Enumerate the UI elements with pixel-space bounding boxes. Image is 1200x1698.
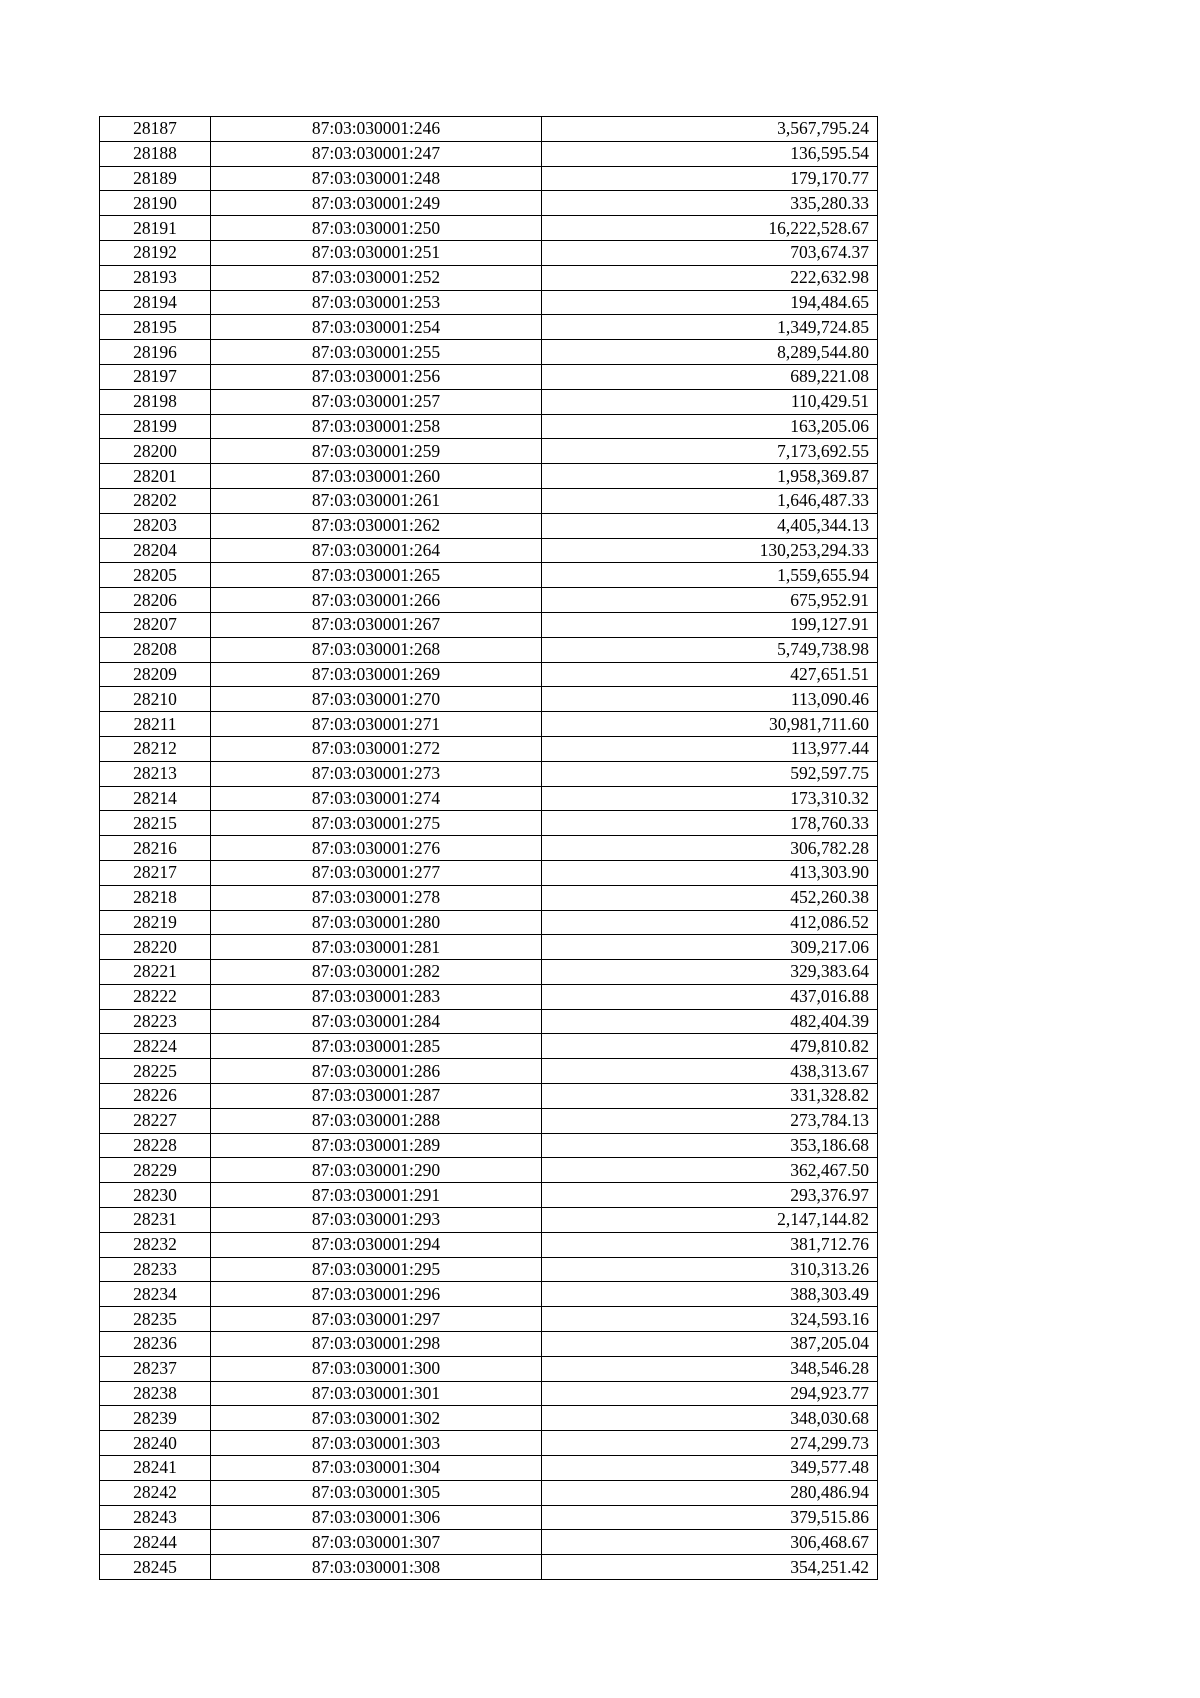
table-row [100, 588, 878, 613]
table-row [100, 687, 878, 712]
cadastral-number-cell: 87:03:030001:254 [211, 315, 542, 340]
table-row [100, 1183, 878, 1208]
row-number-cell: 28222 [100, 984, 211, 1009]
cadastral-value-cell: 8,289,544.80 [542, 340, 878, 365]
table-row [100, 736, 878, 761]
cadastral-value-cell: 306,468.67 [542, 1530, 878, 1555]
table-row [100, 1084, 878, 1109]
cadastral-value-cell: 348,030.68 [542, 1406, 878, 1431]
cadastral-value-cell: 1,349,724.85 [542, 315, 878, 340]
row-number-cell: 28240 [100, 1431, 211, 1456]
cadastral-value-cell: 362,467.50 [542, 1158, 878, 1183]
table-row [100, 1381, 878, 1406]
cadastral-number-cell: 87:03:030001:288 [211, 1108, 542, 1133]
table-row [100, 414, 878, 439]
row-number-cell: 28226 [100, 1084, 211, 1109]
row-number-cell: 28213 [100, 761, 211, 786]
row-number-cell: 28244 [100, 1530, 211, 1555]
row-number-cell: 28233 [100, 1257, 211, 1282]
table-row [100, 290, 878, 315]
cadastral-value-cell: 381,712.76 [542, 1232, 878, 1257]
cadastral-value-cell: 324,593.16 [542, 1307, 878, 1332]
table-row [100, 389, 878, 414]
cadastral-value-cell: 329,383.64 [542, 960, 878, 985]
cadastral-value-cell: 413,303.90 [542, 860, 878, 885]
row-number-cell: 28231 [100, 1208, 211, 1233]
row-number-cell: 28189 [100, 166, 211, 191]
row-number-cell: 28202 [100, 488, 211, 513]
table-row [100, 265, 878, 290]
row-number-cell: 28199 [100, 414, 211, 439]
row-number-cell: 28204 [100, 538, 211, 563]
cadastral-number-cell: 87:03:030001:262 [211, 513, 542, 538]
cadastral-number-cell: 87:03:030001:285 [211, 1034, 542, 1059]
table-row [100, 662, 878, 687]
row-number-cell: 28232 [100, 1232, 211, 1257]
cadastral-number-cell: 87:03:030001:295 [211, 1257, 542, 1282]
table-row [100, 191, 878, 216]
table-row [100, 1456, 878, 1481]
cadastral-value-cell: 199,127.91 [542, 612, 878, 637]
row-number-cell: 28210 [100, 687, 211, 712]
cadastral-value-cell: 479,810.82 [542, 1034, 878, 1059]
cadastral-value-cell: 703,674.37 [542, 240, 878, 265]
row-number-cell: 28194 [100, 290, 211, 315]
cadastral-value-cell: 379,515.86 [542, 1505, 878, 1530]
cadastral-number-cell: 87:03:030001:290 [211, 1158, 542, 1183]
row-number-cell: 28208 [100, 637, 211, 662]
table-row [100, 935, 878, 960]
cadastral-number-cell: 87:03:030001:266 [211, 588, 542, 613]
row-number-cell: 28197 [100, 364, 211, 389]
row-number-cell: 28203 [100, 513, 211, 538]
row-number-cell: 28219 [100, 910, 211, 935]
cadastral-value-cell: 353,186.68 [542, 1133, 878, 1158]
cadastral-value-cell: 310,313.26 [542, 1257, 878, 1282]
row-number-cell: 28241 [100, 1456, 211, 1481]
cadastral-number-cell: 87:03:030001:258 [211, 414, 542, 439]
row-number-cell: 28211 [100, 712, 211, 737]
table-row [100, 364, 878, 389]
cadastral-value-cell: 438,313.67 [542, 1059, 878, 1084]
table-row [100, 1505, 878, 1530]
table-row [100, 1480, 878, 1505]
table-row [100, 1530, 878, 1555]
cadastral-number-cell: 87:03:030001:269 [211, 662, 542, 687]
table-row [100, 240, 878, 265]
cadastral-number-cell: 87:03:030001:286 [211, 1059, 542, 1084]
cadastral-number-cell: 87:03:030001:282 [211, 960, 542, 985]
cadastral-value-cell: 7,173,692.55 [542, 439, 878, 464]
row-number-cell: 28236 [100, 1332, 211, 1357]
row-number-cell: 28239 [100, 1406, 211, 1431]
row-number-cell: 28242 [100, 1480, 211, 1505]
cadastral-number-cell: 87:03:030001:283 [211, 984, 542, 1009]
cadastral-value-cell: 388,303.49 [542, 1282, 878, 1307]
cadastral-number-cell: 87:03:030001:265 [211, 563, 542, 588]
cadastral-number-cell: 87:03:030001:277 [211, 860, 542, 885]
row-number-cell: 28207 [100, 612, 211, 637]
table-row [100, 1009, 878, 1034]
row-number-cell: 28235 [100, 1307, 211, 1332]
table-row [100, 216, 878, 241]
cadastral-value-cell: 280,486.94 [542, 1480, 878, 1505]
table-row [100, 1208, 878, 1233]
cadastral-value-cell: 4,405,344.13 [542, 513, 878, 538]
cadastral-number-cell: 87:03:030001:272 [211, 736, 542, 761]
cadastral-value-cell: 2,147,144.82 [542, 1208, 878, 1233]
cadastral-number-cell: 87:03:030001:261 [211, 488, 542, 513]
cadastral-number-cell: 87:03:030001:250 [211, 216, 542, 241]
cadastral-value-cell: 178,760.33 [542, 811, 878, 836]
cadastral-number-cell: 87:03:030001:297 [211, 1307, 542, 1332]
row-number-cell: 28201 [100, 464, 211, 489]
cadastral-value-cell: 387,205.04 [542, 1332, 878, 1357]
cadastral-number-cell: 87:03:030001:256 [211, 364, 542, 389]
cadastral-number-cell: 87:03:030001:268 [211, 637, 542, 662]
row-number-cell: 28212 [100, 736, 211, 761]
row-number-cell: 28229 [100, 1158, 211, 1183]
cadastral-value-cell: 1,958,369.87 [542, 464, 878, 489]
cadastral-value-cell: 412,086.52 [542, 910, 878, 935]
cadastral-number-cell: 87:03:030001:270 [211, 687, 542, 712]
table-row [100, 538, 878, 563]
row-number-cell: 28214 [100, 786, 211, 811]
cadastral-number-cell: 87:03:030001:264 [211, 538, 542, 563]
cadastral-number-cell: 87:03:030001:301 [211, 1381, 542, 1406]
cadastral-value-cell: 194,484.65 [542, 290, 878, 315]
cadastral-value-cell: 274,299.73 [542, 1431, 878, 1456]
cadastral-number-cell: 87:03:030001:287 [211, 1084, 542, 1109]
cadastral-number-cell: 87:03:030001:291 [211, 1183, 542, 1208]
cadastral-number-cell: 87:03:030001:308 [211, 1555, 542, 1580]
table-row [100, 786, 878, 811]
cadastral-number-cell: 87:03:030001:296 [211, 1282, 542, 1307]
table-row [100, 1431, 878, 1456]
cadastral-number-cell: 87:03:030001:247 [211, 141, 542, 166]
cadastral-number-cell: 87:03:030001:255 [211, 340, 542, 365]
cadastral-number-cell: 87:03:030001:260 [211, 464, 542, 489]
table-row [100, 910, 878, 935]
table-row [100, 1257, 878, 1282]
row-number-cell: 28206 [100, 588, 211, 613]
table-row [100, 117, 878, 142]
table-row [100, 1356, 878, 1381]
row-number-cell: 28230 [100, 1183, 211, 1208]
table-row [100, 836, 878, 861]
cadastral-value-cell: 437,016.88 [542, 984, 878, 1009]
row-number-cell: 28215 [100, 811, 211, 836]
cadastral-number-cell: 87:03:030001:306 [211, 1505, 542, 1530]
cadastral-number-cell: 87:03:030001:304 [211, 1456, 542, 1481]
cadastral-value-cell: 293,376.97 [542, 1183, 878, 1208]
row-number-cell: 28198 [100, 389, 211, 414]
cadastral-number-cell: 87:03:030001:273 [211, 761, 542, 786]
cadastral-number-cell: 87:03:030001:281 [211, 935, 542, 960]
table-row [100, 488, 878, 513]
row-number-cell: 28234 [100, 1282, 211, 1307]
row-number-cell: 28228 [100, 1133, 211, 1158]
row-number-cell: 28237 [100, 1356, 211, 1381]
row-number-cell: 28217 [100, 860, 211, 885]
cadastral-value-cell: 5,749,738.98 [542, 637, 878, 662]
table-row [100, 1034, 878, 1059]
row-number-cell: 28238 [100, 1381, 211, 1406]
row-number-cell: 28191 [100, 216, 211, 241]
cadastral-number-cell: 87:03:030001:249 [211, 191, 542, 216]
cadastral-value-cell: 173,310.32 [542, 786, 878, 811]
cadastral-value-cell: 309,217.06 [542, 935, 878, 960]
cadastral-number-cell: 87:03:030001:274 [211, 786, 542, 811]
table-row [100, 1282, 878, 1307]
row-number-cell: 28218 [100, 885, 211, 910]
cadastral-number-cell: 87:03:030001:278 [211, 885, 542, 910]
row-number-cell: 28220 [100, 935, 211, 960]
cadastral-value-cell: 294,923.77 [542, 1381, 878, 1406]
cadastral-value-cell: 30,981,711.60 [542, 712, 878, 737]
row-number-cell: 28221 [100, 960, 211, 985]
table-row [100, 984, 878, 1009]
cadastral-value-cell: 675,952.91 [542, 588, 878, 613]
cadastral-value-cell: 335,280.33 [542, 191, 878, 216]
cadastral-value-cell: 1,646,487.33 [542, 488, 878, 513]
table-row [100, 811, 878, 836]
cadastral-number-cell: 87:03:030001:302 [211, 1406, 542, 1431]
row-number-cell: 28243 [100, 1505, 211, 1530]
cadastral-value-cell: 354,251.42 [542, 1555, 878, 1580]
table-row [100, 1059, 878, 1084]
cadastral-value-cell: 1,559,655.94 [542, 563, 878, 588]
cadastral-value-cell: 110,429.51 [542, 389, 878, 414]
cadastral-value-cell: 16,222,528.67 [542, 216, 878, 241]
cadastral-number-cell: 87:03:030001:275 [211, 811, 542, 836]
table-row [100, 1406, 878, 1431]
cadastral-value-cell: 113,090.46 [542, 687, 878, 712]
cadastral-number-cell: 87:03:030001:289 [211, 1133, 542, 1158]
table-row [100, 885, 878, 910]
table-row [100, 513, 878, 538]
cadastral-value-cell: 179,170.77 [542, 166, 878, 191]
row-number-cell: 28196 [100, 340, 211, 365]
cadastral-number-cell: 87:03:030001:267 [211, 612, 542, 637]
table-row [100, 340, 878, 365]
cadastral-number-cell: 87:03:030001:303 [211, 1431, 542, 1456]
cadastral-value-cell: 482,404.39 [542, 1009, 878, 1034]
cadastral-value-cell: 427,651.51 [542, 662, 878, 687]
row-number-cell: 28209 [100, 662, 211, 687]
row-number-cell: 28195 [100, 315, 211, 340]
table-row [100, 1158, 878, 1183]
table-row [100, 860, 878, 885]
row-number-cell: 28187 [100, 117, 211, 142]
table-row [100, 712, 878, 737]
table-body [100, 117, 878, 1580]
cadastral-number-cell: 87:03:030001:248 [211, 166, 542, 191]
table-row [100, 637, 878, 662]
cadastral-value-cell: 592,597.75 [542, 761, 878, 786]
cadastral-number-cell: 87:03:030001:294 [211, 1232, 542, 1257]
cadastral-number-cell: 87:03:030001:305 [211, 1480, 542, 1505]
cadastral-value-cell: 130,253,294.33 [542, 538, 878, 563]
cadastral-value-cell: 273,784.13 [542, 1108, 878, 1133]
cadastral-number-cell: 87:03:030001:284 [211, 1009, 542, 1034]
row-number-cell: 28192 [100, 240, 211, 265]
table-row [100, 612, 878, 637]
cadastral-value-cell: 331,328.82 [542, 1084, 878, 1109]
cadastral-value-cell: 348,546.28 [542, 1356, 878, 1381]
cadastral-number-cell: 87:03:030001:300 [211, 1356, 542, 1381]
cadastral-value-cell: 3,567,795.24 [542, 117, 878, 142]
table-row [100, 1332, 878, 1357]
table-row [100, 166, 878, 191]
cadastral-value-cell: 306,782.28 [542, 836, 878, 861]
cadastral-number-cell: 87:03:030001:298 [211, 1332, 542, 1357]
row-number-cell: 28224 [100, 1034, 211, 1059]
table-row [100, 1133, 878, 1158]
cadastral-number-cell: 87:03:030001:253 [211, 290, 542, 315]
table-row [100, 1108, 878, 1133]
cadastral-number-cell: 87:03:030001:307 [211, 1530, 542, 1555]
row-number-cell: 28205 [100, 563, 211, 588]
cadastral-number-cell: 87:03:030001:251 [211, 240, 542, 265]
cadastral-number-cell: 87:03:030001:271 [211, 712, 542, 737]
table-row [100, 1232, 878, 1257]
cadastral-number-cell: 87:03:030001:276 [211, 836, 542, 861]
cadastral-value-cell: 689,221.08 [542, 364, 878, 389]
table-row [100, 960, 878, 985]
row-number-cell: 28227 [100, 1108, 211, 1133]
cadastral-number-cell: 87:03:030001:257 [211, 389, 542, 414]
table-row [100, 1555, 878, 1580]
row-number-cell: 28188 [100, 141, 211, 166]
row-number-cell: 28190 [100, 191, 211, 216]
cadastral-number-cell: 87:03:030001:252 [211, 265, 542, 290]
table-row [100, 315, 878, 340]
cadastral-value-cell: 136,595.54 [542, 141, 878, 166]
cadastral-value-cell: 113,977.44 [542, 736, 878, 761]
row-number-cell: 28216 [100, 836, 211, 861]
cadastral-value-cell: 452,260.38 [542, 885, 878, 910]
table-row [100, 464, 878, 489]
cadastral-value-cell: 163,205.06 [542, 414, 878, 439]
table-row [100, 761, 878, 786]
cadastral-number-cell: 87:03:030001:293 [211, 1208, 542, 1233]
cadastral-number-cell: 87:03:030001:259 [211, 439, 542, 464]
cadastral-value-cell: 222,632.98 [542, 265, 878, 290]
cadastral-value-cell: 349,577.48 [542, 1456, 878, 1481]
cadastral-value-table [99, 116, 878, 1580]
cadastral-number-cell: 87:03:030001:280 [211, 910, 542, 935]
row-number-cell: 28245 [100, 1555, 211, 1580]
row-number-cell: 28200 [100, 439, 211, 464]
table-row [100, 1307, 878, 1332]
row-number-cell: 28193 [100, 265, 211, 290]
row-number-cell: 28223 [100, 1009, 211, 1034]
row-number-cell: 28225 [100, 1059, 211, 1084]
cadastral-number-cell: 87:03:030001:246 [211, 117, 542, 142]
table-row [100, 141, 878, 166]
table-row [100, 439, 878, 464]
table-row [100, 563, 878, 588]
